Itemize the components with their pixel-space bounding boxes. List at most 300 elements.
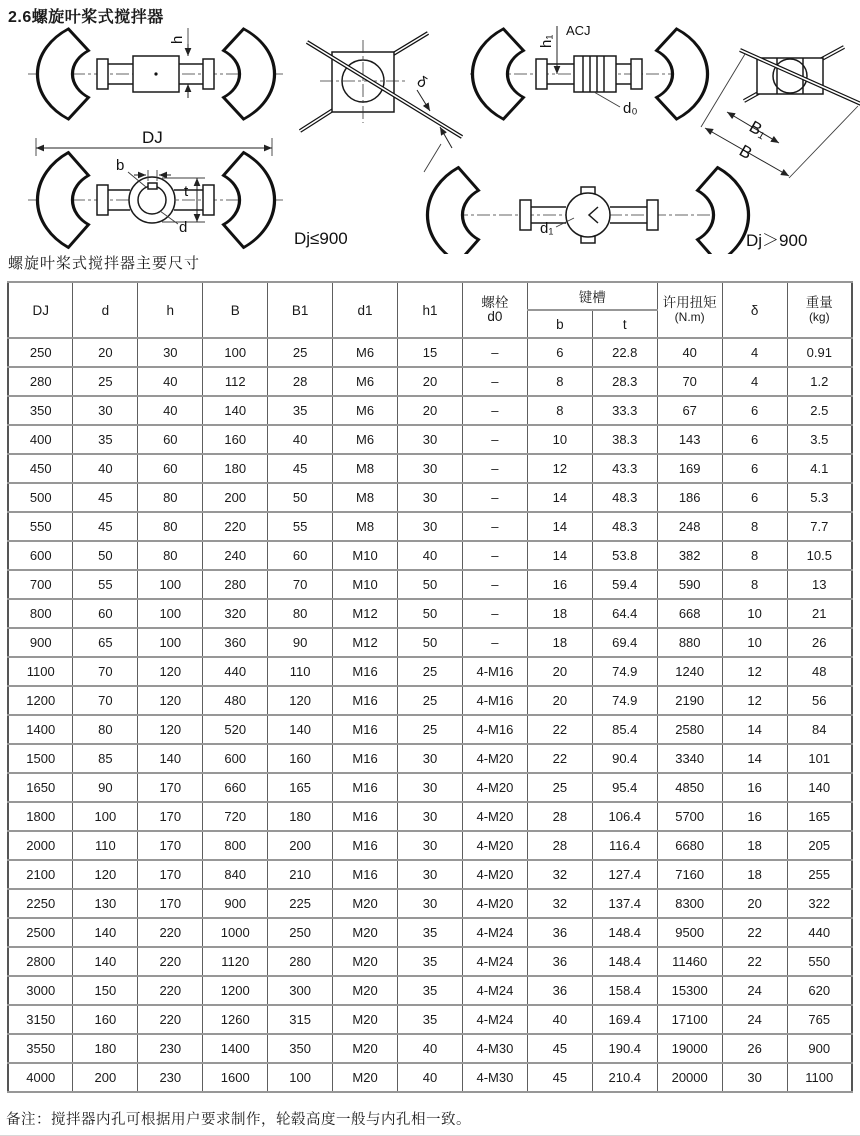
table-cell: 4-M20 [462,744,527,773]
table-cell: 6680 [657,831,722,860]
table-cell: 120 [138,657,203,686]
table-cell: 360 [203,628,268,657]
table-cell: – [462,483,527,512]
table-cell: 140 [268,715,333,744]
table-cell: 25 [398,657,463,686]
page-title: 2.6螺旋叶桨式搅拌器 [8,9,164,26]
table-cell: M6 [333,425,398,454]
table-cell: M20 [333,976,398,1005]
table-cell: 18 [722,831,787,860]
table-cell: 600 [8,541,73,570]
footer-note: 备注：搅拌器内孔可根据用户要求制作，轮毂高度一般与内孔相一致。 [6,1112,471,1128]
table-cell: – [462,599,527,628]
table-cell: 3550 [8,1034,73,1063]
table-cell: 4 [722,367,787,396]
table-cell: 320 [203,599,268,628]
table-cell: 12 [527,454,592,483]
table-cell: 45 [527,1034,592,1063]
table-cell: 1000 [203,918,268,947]
table-cell: 400 [8,425,73,454]
table-row [8,831,852,860]
table-cell: 95.4 [592,773,657,802]
table-cell: 205 [787,831,852,860]
table-row [8,396,852,425]
table-cell: 64.4 [592,599,657,628]
drawing-cross-view-delta [300,33,462,172]
table-cell: 280 [203,570,268,599]
table-cell: 1400 [8,715,73,744]
table-cell: 4-M16 [462,686,527,715]
table-cell: 4-M20 [462,802,527,831]
col-header-keyway-t: t [592,310,657,338]
table-cell: 48 [787,657,852,686]
table-cell: 65 [73,628,138,657]
table-cell: 21 [787,599,852,628]
table-cell: 90 [268,628,333,657]
table-cell: 116.4 [592,831,657,860]
table-cell: 170 [138,773,203,802]
table-cell: 1500 [8,744,73,773]
table-cell: 45 [527,1063,592,1092]
table-cell: 20 [722,889,787,918]
table-cell: 50 [398,570,463,599]
table-cell: 220 [138,947,203,976]
table-cell: 220 [138,1005,203,1034]
table-row [8,686,852,715]
drawing-side-view-h1 [470,23,710,119]
table-cell: 2580 [657,715,722,744]
table-row [8,483,852,512]
table-cell: 2500 [8,918,73,947]
table-cell: M10 [333,541,398,570]
table-cell: 225 [268,889,333,918]
table-cell: 170 [138,860,203,889]
table-row [8,1034,852,1063]
col-header-weight-line2: (kg) [808,310,830,324]
table-cell: 200 [268,831,333,860]
table-cell: 590 [657,570,722,599]
table-cell: 10 [722,599,787,628]
table-subtitle: 螺旋叶桨式搅拌器主要尺寸 [8,255,201,272]
table-cell: 4-M30 [462,1063,527,1092]
table-cell: – [462,628,527,657]
table-cell: 1600 [203,1063,268,1092]
table-cell: 200 [203,483,268,512]
table-cell: 53.8 [592,541,657,570]
technical-drawings [0,20,860,254]
table-cell: 140 [73,918,138,947]
table-cell: 18 [722,860,787,889]
table-cell: 60 [73,599,138,628]
col-header-weight [787,282,852,338]
table-cell: 50 [268,483,333,512]
table-row [8,1005,852,1034]
table-cell: 8 [527,367,592,396]
table-cell: 40 [138,396,203,425]
dim-label-h1: h₁ [538,34,555,48]
table-cell: 85 [73,744,138,773]
table-cell: 15300 [657,976,722,1005]
table-cell: 300 [268,976,333,1005]
table-cell: 322 [787,889,852,918]
table-cell: M12 [333,599,398,628]
dimension-table [7,281,853,1093]
table-cell: 30 [398,802,463,831]
caption-dj-small: Dj≤900 [294,229,348,248]
table-cell: 16 [722,802,787,831]
table-cell: 3.5 [787,425,852,454]
table-cell: 4-M24 [462,1005,527,1034]
table-cell: 20000 [657,1063,722,1092]
table-cell: 30 [398,773,463,802]
table-cell: 70 [657,367,722,396]
table-cell: 4850 [657,773,722,802]
table-row [8,570,852,599]
table-cell: 60 [138,454,203,483]
table-cell: 30 [722,1063,787,1092]
col-header-bolt-line1: 螺栓 [481,295,509,310]
table-cell: M16 [333,715,398,744]
table-cell: 4-M24 [462,918,527,947]
table-cell: 520 [203,715,268,744]
table-cell: 35 [73,425,138,454]
table-cell: 6 [527,338,592,367]
table-row [8,860,852,889]
table-cell: 43.3 [592,454,657,483]
table-cell: 100 [138,599,203,628]
table-cell: 200 [73,1063,138,1092]
table-cell: 4-M20 [462,773,527,802]
table-cell: 840 [203,860,268,889]
table-row [8,976,852,1005]
table-cell: 40 [398,541,463,570]
table-row [8,657,852,686]
table-cell: 16 [722,773,787,802]
drawing-side-view-dj [28,128,348,248]
table-cell: 101 [787,744,852,773]
table-cell: 35 [398,1005,463,1034]
table-cell: 74.9 [592,657,657,686]
table-cell: 80 [138,483,203,512]
table-cell: 900 [8,628,73,657]
table-cell: M16 [333,831,398,860]
table-cell: 80 [138,512,203,541]
table-cell: 10 [722,628,787,657]
table-cell: M12 [333,628,398,657]
table-cell: 550 [8,512,73,541]
table-cell: 165 [787,802,852,831]
table-cell: 186 [657,483,722,512]
table-cell: 4-M24 [462,947,527,976]
table-cell: 28 [268,367,333,396]
table-cell: 5700 [657,802,722,831]
table-cell: – [462,396,527,425]
table-cell: 8 [722,541,787,570]
table-cell: 100 [138,628,203,657]
table-cell: M16 [333,860,398,889]
col-header-d: d [73,282,138,338]
table-cell: 70 [73,657,138,686]
table-cell: M20 [333,1005,398,1034]
table-cell: 240 [203,541,268,570]
table-cell: 220 [203,512,268,541]
table-cell: 30 [398,483,463,512]
table-cell: – [462,425,527,454]
table-cell: 1800 [8,802,73,831]
table-cell: 6 [722,396,787,425]
col-header-keyway-b: b [527,310,592,338]
table-cell: 180 [268,802,333,831]
table-cell: M20 [333,1063,398,1092]
col-header-delta: δ [722,282,787,338]
table-cell: 170 [138,889,203,918]
table-cell: 900 [203,889,268,918]
dim-label-d1: d₁ [540,220,554,237]
table-cell: 40 [657,338,722,367]
table-cell: 35 [398,976,463,1005]
table-cell: 45 [268,454,333,483]
dim-label-t: t [184,183,189,200]
table-cell: 140 [73,947,138,976]
table-cell: 180 [73,1034,138,1063]
table-cell: 28 [527,802,592,831]
table-cell: 9500 [657,918,722,947]
table-cell: 22 [722,918,787,947]
table-cell: M6 [333,396,398,425]
table-cell: 20 [398,396,463,425]
table-cell: 40 [73,454,138,483]
table-cell: 4.1 [787,454,852,483]
table-cell: 8300 [657,889,722,918]
table-cell: 10.5 [787,541,852,570]
table-cell: 3340 [657,744,722,773]
dim-label-acj: ACJ [566,23,591,38]
table-cell: 40 [268,425,333,454]
table-cell: 48.3 [592,483,657,512]
table-row [8,512,852,541]
table-cell: 32 [527,860,592,889]
col-header-keyway: 键槽 [527,282,657,310]
table-cell: 170 [138,802,203,831]
table-cell: 35 [398,918,463,947]
col-header-torque-line1: 许用扭矩 [662,295,717,310]
table-cell: 4-M16 [462,715,527,744]
table-cell: M20 [333,889,398,918]
table-cell: 148.4 [592,947,657,976]
table-cell: 500 [8,483,73,512]
table-cell: 480 [203,686,268,715]
table-cell: 2190 [657,686,722,715]
table-cell: M8 [333,454,398,483]
table-cell: 30 [73,396,138,425]
table-cell: 22 [527,744,592,773]
dim-label-b1: B₁ [746,117,771,143]
table-cell: 12 [722,686,787,715]
table-cell: 80 [138,541,203,570]
table-cell: 7.7 [787,512,852,541]
table-cell: 160 [73,1005,138,1034]
table-cell: 350 [268,1034,333,1063]
table-cell: 250 [268,918,333,947]
table-cell: 50 [73,541,138,570]
dim-label-d: d [179,219,188,236]
table-cell: 1260 [203,1005,268,1034]
table-cell: 30 [398,425,463,454]
table-cell: 35 [398,947,463,976]
table-cell: 60 [138,425,203,454]
table-cell: 120 [73,860,138,889]
table-cell: 170 [138,831,203,860]
table-cell: 26 [787,628,852,657]
table-cell: 2000 [8,831,73,860]
table-cell: 900 [787,1034,852,1063]
table-cell: 255 [787,860,852,889]
col-header-h: h [138,282,203,338]
drawing-side-view-h [28,28,286,119]
table-cell: M20 [333,1034,398,1063]
table-cell: 33.3 [592,396,657,425]
table-cell: 26 [722,1034,787,1063]
table-cell: 18 [527,628,592,657]
table-cell: 36 [527,918,592,947]
table-cell: 550 [787,947,852,976]
table-cell: 40 [398,1034,463,1063]
table-cell: – [462,338,527,367]
table-cell: M6 [333,338,398,367]
table-cell: 69.4 [592,628,657,657]
table-cell: 84 [787,715,852,744]
table-cell: 2250 [8,889,73,918]
table-cell: – [462,570,527,599]
table-cell: 14 [722,744,787,773]
table-cell: 14 [722,715,787,744]
table-cell: 18 [527,599,592,628]
table-cell: 120 [138,715,203,744]
table-cell: 2100 [8,860,73,889]
table-row [8,918,852,947]
table-cell: 70 [73,686,138,715]
col-header-torque [657,282,722,338]
table-cell: 700 [8,570,73,599]
table-cell: – [462,454,527,483]
table-cell: 22 [527,715,592,744]
table-cell: M16 [333,657,398,686]
table-row [8,947,852,976]
table-cell: 2800 [8,947,73,976]
table-cell: 90 [73,773,138,802]
table-cell: 4-M20 [462,831,527,860]
table-cell: 1240 [657,657,722,686]
table-cell: 668 [657,599,722,628]
table-cell: 56 [787,686,852,715]
table-cell: 315 [268,1005,333,1034]
table-cell: 350 [8,396,73,425]
table-cell: 180 [203,454,268,483]
table-cell: 1100 [8,657,73,686]
table-cell: 20 [527,686,592,715]
table-cell: 40 [527,1005,592,1034]
table-cell: 20 [398,367,463,396]
table-cell: M6 [333,367,398,396]
table-cell: 16 [527,570,592,599]
table-cell: 60 [268,541,333,570]
table-cell: 24 [722,976,787,1005]
table-cell: 1120 [203,947,268,976]
table-row [8,715,852,744]
table-cell: – [462,541,527,570]
table-cell: 30 [398,889,463,918]
table-cell: 6 [722,425,787,454]
table-cell: 7160 [657,860,722,889]
table-cell: 45 [73,483,138,512]
table-cell: 600 [203,744,268,773]
table-cell: M8 [333,512,398,541]
table-cell: 55 [268,512,333,541]
table-cell: 25 [398,686,463,715]
table-cell: 6 [722,483,787,512]
table-cell: 28 [527,831,592,860]
table-cell: 14 [527,512,592,541]
dim-label-delta: δ [413,72,430,92]
table-cell: 110 [268,657,333,686]
table-cell: 12 [722,657,787,686]
table-cell: 6 [722,454,787,483]
dim-label-h: h [169,35,186,44]
table-cell: 112 [203,367,268,396]
table-cell: 100 [203,338,268,367]
col-header-bolt-line2: d0 [487,309,503,324]
table-cell: 36 [527,976,592,1005]
table-body [8,338,852,1092]
table-cell: 0.91 [787,338,852,367]
table-cell: 11460 [657,947,722,976]
table-cell: 280 [8,367,73,396]
table-cell: 8 [722,570,787,599]
dim-label-b: b [116,157,125,174]
table-cell: 50 [398,599,463,628]
table-cell: M8 [333,483,398,512]
table-cell: 137.4 [592,889,657,918]
table-row [8,338,852,367]
table-cell: 100 [138,570,203,599]
table-cell: 160 [268,744,333,773]
table-row [8,802,852,831]
table-cell: 19000 [657,1034,722,1063]
table-cell: 15 [398,338,463,367]
table-cell: 30 [398,512,463,541]
table-cell: 20 [527,657,592,686]
table-header [8,282,852,338]
table-row [8,628,852,657]
table-cell: 210.4 [592,1063,657,1092]
caption-dj-large: Dj＞900 [746,231,808,250]
table-cell: 1100 [787,1063,852,1092]
table-cell: 620 [787,976,852,1005]
table-cell: 106.4 [592,802,657,831]
table-cell: 250 [8,338,73,367]
table-cell: 17100 [657,1005,722,1034]
table-cell: 440 [787,918,852,947]
table-cell: 120 [138,686,203,715]
col-header-dj: DJ [8,282,73,338]
table-row [8,773,852,802]
table-cell: 765 [787,1005,852,1034]
table-cell: 13 [787,570,852,599]
dim-label-d0: d₀ [623,100,638,117]
table-cell: 1.2 [787,367,852,396]
table-cell: 55 [73,570,138,599]
table-cell: 220 [138,976,203,1005]
